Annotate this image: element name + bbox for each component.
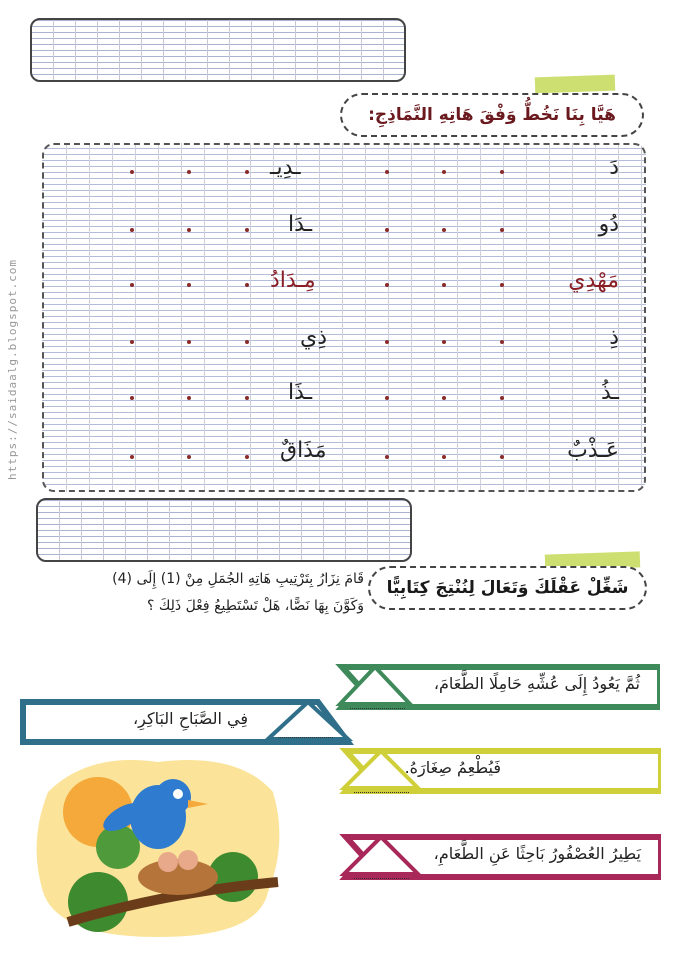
guide-dot [500,170,504,174]
model-right: دَ [609,155,619,180]
guide-dot [187,340,191,344]
instruction-line-1: قَامَ نِزَارُ بِتَرْتِيبِ هَاتِهِ الجُمَلِ مِنْ (1) إِلَى (4) [112,571,364,587]
guide-dot [442,455,446,459]
guide-dot [385,396,389,400]
guide-dot [187,455,191,459]
guide-dot [130,396,134,400]
instruction-line-2: وَكَوَّنَ بِهَا نَصًّا، هَلْ تَسْتَطِيعُ فِعْلَ ذَلِكَ ؟ [146,598,364,614]
guide-dot [442,340,446,344]
model-right: دُو [598,212,619,237]
model-left: مِـدَادُ [270,268,316,293]
guide-dot [500,283,504,287]
guide-dot [245,396,249,400]
guide-dot [187,396,191,400]
guide-dot [187,228,191,232]
model-right: مَهْدِي [568,268,619,293]
guide-dot [245,170,249,174]
guide-dot [442,228,446,232]
guide-dot [385,170,389,174]
guide-dot [187,170,191,174]
guide-dot [130,228,134,232]
sentence-strip-2 [18,697,338,737]
guide-dot [385,455,389,459]
sentence-text: فَيُطْعِمُ صِغَارَهُ. [404,758,501,777]
model-right: ذِ [609,325,619,350]
guide-dot [385,228,389,232]
guide-dot [245,283,249,287]
top-writing-box[interactable] [30,18,406,82]
model-left: ـدِيـ [270,155,301,180]
bird-nest-illustration [28,752,288,942]
guide-dot [500,340,504,344]
guide-dot [500,455,504,459]
sentence-text: فِي الصَّبَاحِ البَاكِرِ، [132,709,248,728]
guide-dot [500,396,504,400]
middle-writing-box[interactable] [36,498,412,562]
model-right: ـذُ [601,380,619,405]
guide-dot [130,283,134,287]
guide-dot [245,340,249,344]
sentence-text: يَطِيرُ العُصْفُورُ بَاحِثًا عَنِ الطَّعَامِ، [433,844,641,863]
answer-blank[interactable] [350,708,405,709]
sentence-strip-4 [336,832,661,872]
guide-dot [130,170,134,174]
decorative-tape [535,75,616,94]
model-left: مَذَاقٌ [280,438,327,463]
guide-dot [500,228,504,232]
guide-dot [442,396,446,400]
section1-title: هَيَّا بِنَا نَخُطُّ وَفْقَ هَاتِهِ النَّمَاذِجِ: [340,93,644,137]
answer-blank[interactable] [354,792,409,793]
model-right: عَـذْبٌ [567,438,619,463]
handwriting-grid[interactable] [42,143,646,492]
model-left: ذِي [300,325,328,350]
guide-dot [130,455,134,459]
watermark-url: https://saidaalg.blogspot.com [6,258,19,480]
model-left: ـذَا [288,380,313,405]
answer-blank[interactable] [354,878,409,879]
model-left: ـدَا [288,212,313,237]
guide-dot [245,455,249,459]
sentence-strip-1 [320,662,660,702]
guide-dot [245,228,249,232]
guide-dot [130,340,134,344]
answer-blank[interactable] [278,737,333,738]
guide-dot [442,283,446,287]
sentence-text: ثُمَّ يَعُودُ إِلَى عُشِّهِ حَامِلًا الطَّعَامَ، [433,674,640,693]
guide-dot [442,170,446,174]
sentence-strip-3 [336,746,661,786]
guide-dot [385,283,389,287]
guide-dot [187,283,191,287]
guide-dot [385,340,389,344]
section2-title: شَغِّلْ عَقْلَكَ وَتَعَالَ لِنُنْتِجَ كِتَابِيًّا [368,566,647,610]
